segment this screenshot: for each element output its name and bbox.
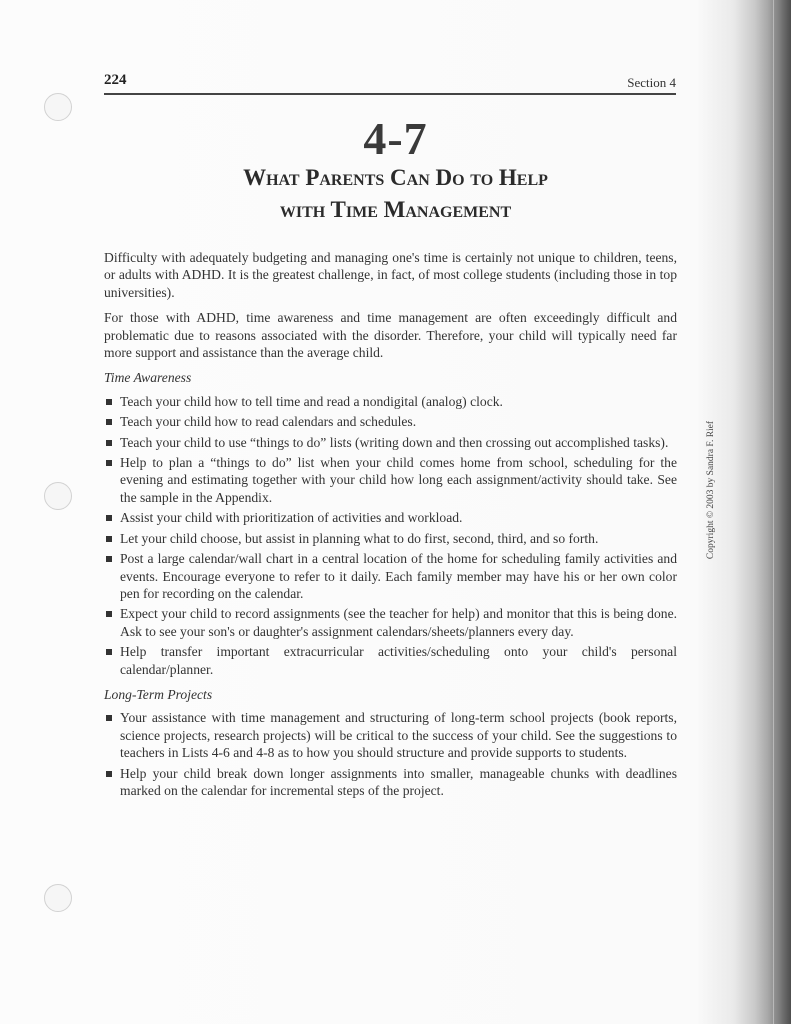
punch-hole-middle xyxy=(44,482,72,510)
subheading-long-term-projects: Long-Term Projects xyxy=(104,686,213,702)
title-line-1: What Parents Can Do to Help xyxy=(243,165,548,190)
list-item: Help transfer important extracurricular activities/scheduling onto your child's personal calendar/planner. xyxy=(104,643,677,678)
list-item: Help to plan a “things to do” list when your child comes home from school, scheduling for the evening and estimating together with your child how long each assignment/activity should take. See the sample in the Appendix. xyxy=(104,454,677,506)
list-item: Expect your child to record assignments (see the teacher for help) and monitor that this is being done. Ask to see your son's or daughter's assignment calendars/sheets/planners every day. xyxy=(104,605,677,640)
time-awareness-list xyxy=(104,393,677,678)
title-line-2: with Time Management xyxy=(279,197,512,222)
copyright-notice: Copyright © 2003 by Sandra F. Rief xyxy=(706,420,716,560)
intro-paragraph: For those with ADHD, time awareness and time management are often exceedingly difficult and problematic due to reasons associated with the disorder. Therefore, your child will typically need far more support and assistance than the average child. xyxy=(104,310,677,361)
body-content xyxy=(104,249,677,807)
list-item: Assist your child with prioritization of activities and workload. xyxy=(104,509,677,526)
list-item: Help your child break down longer assignments into smaller, manageable chunks with deadlines marked on the calendar for incremental steps of the project. xyxy=(104,765,677,800)
long-term-projects-list xyxy=(104,709,677,799)
list-item: Post a large calendar/wall chart in a central location of the home for scheduling family activities and events. Encourage everyone to refer to it daily. Each family member may have his or her own color pen for recording on the calendar. xyxy=(104,550,677,602)
list-item: Teach your child how to tell time and read a nondigital (analog) clock. xyxy=(104,393,677,410)
page-title xyxy=(0,162,791,226)
page-number: 224 xyxy=(104,72,127,88)
list-number: 4-7 xyxy=(363,113,428,164)
list-item: Teach your child to use “things to do” lists (writing down and then crossing out accomplished tasks). xyxy=(104,434,677,451)
section-label: Section 4 xyxy=(627,75,676,90)
subheading-time-awareness: Time Awareness xyxy=(104,370,192,386)
list-item: Your assistance with time management and structuring of long-term school projects (book reports, science projects, research projects) will be critical to the success of your child. See the suggestions to teachers in Lists 4-6 and 4-8 as to how you should structure and provide supports to students. xyxy=(104,709,677,761)
list-item: Teach your child how to read calendars and schedules. xyxy=(104,413,677,430)
header-rule xyxy=(104,93,676,95)
intro-paragraph: Difficulty with adequately budgeting and managing one's time is certainly not unique to children, teens, or adults with ADHD. It is the greatest challenge, in fact, of most college students (including those in top universities). xyxy=(104,250,677,300)
list-item: Let your child choose, but assist in planning what to do first, second, third, and so forth. xyxy=(104,530,677,547)
punch-hole-bottom xyxy=(44,884,72,912)
